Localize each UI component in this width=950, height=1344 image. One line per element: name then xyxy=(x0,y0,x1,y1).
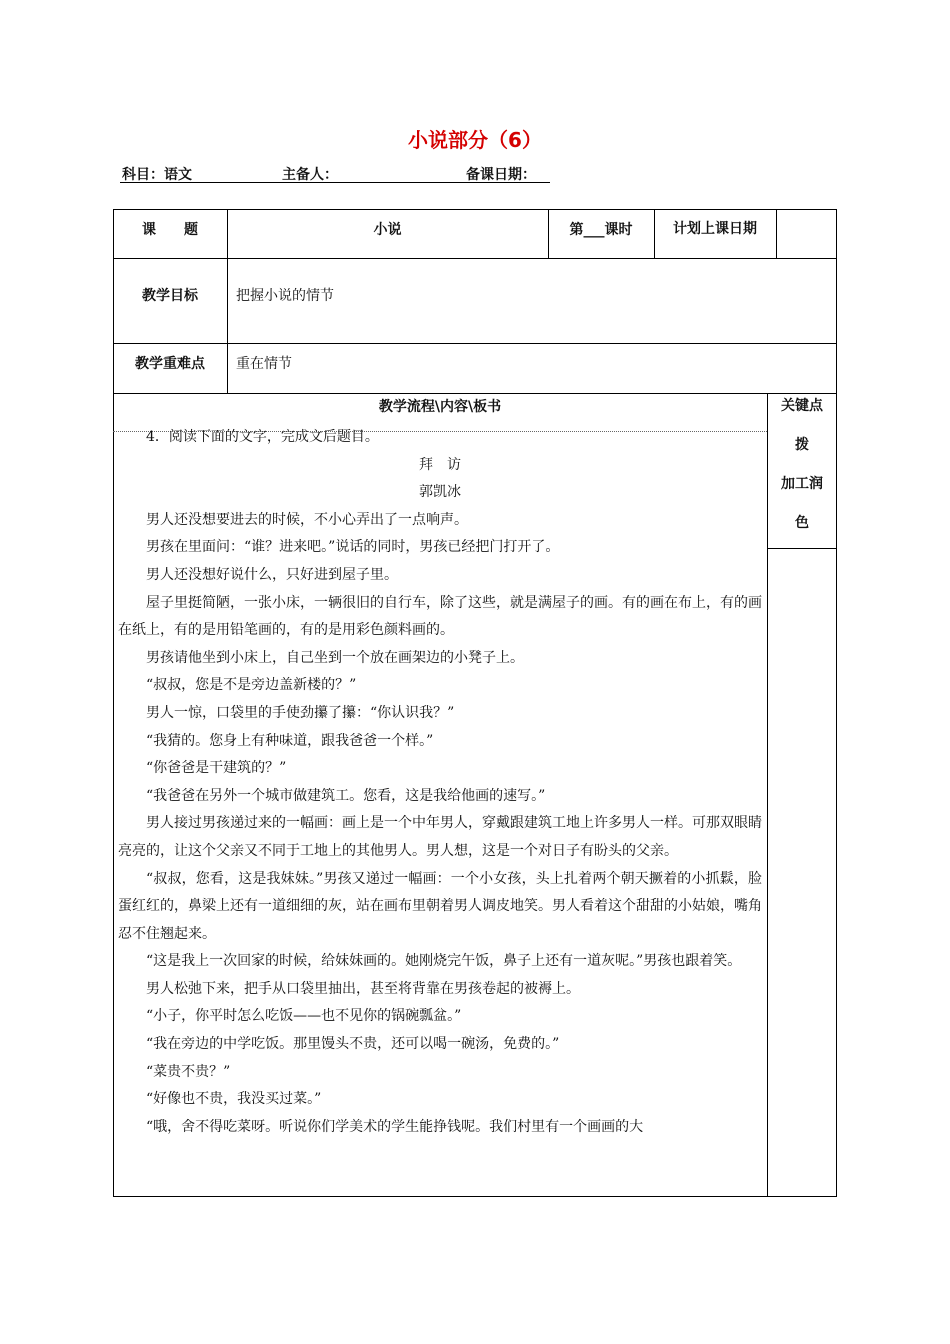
subject-label: 科目：语文 xyxy=(122,167,192,183)
paragraph: 男人接过男孩递过来的一幅画：画上是一个中年男人，穿戴跟建筑工地上许多男人一样。可那双眼睛亮亮的，让这个父亲又不同于工地上的其他男人。男人想，这是一个对日子有盼头的父亲。 xyxy=(118,815,762,859)
paragraph: 男人一惊，口袋里的手使劲攥了攥：“你认识我？” xyxy=(146,704,455,721)
topic-value: 小说 xyxy=(373,222,402,238)
focus-label: 教学重难点 xyxy=(135,356,205,372)
paragraph: “你爸爸是干建筑的？” xyxy=(146,760,287,777)
paragraph: 男孩请他坐到小床上，自己坐到一个放在画架边的小凳子上。 xyxy=(146,649,524,666)
side-column xyxy=(767,395,837,551)
story-title: 拜 访 xyxy=(419,456,461,473)
side-label-line: 加工润 xyxy=(781,476,823,492)
side-label-line: 色 xyxy=(795,515,809,531)
question-line: 4．阅读下面的文字，完成文后题目。 xyxy=(146,429,379,445)
paragraph: “我猜的。您身上有种味道，跟我爸爸一个样。” xyxy=(146,732,434,749)
side-label-line: 拨 xyxy=(795,437,809,453)
focus-value: 重在情节 xyxy=(236,356,292,372)
plan-date-label: 计划上课日期 xyxy=(673,221,757,237)
date-label: 备课日期： xyxy=(466,167,536,183)
paragraph: 男孩在里面问：“谁？进来吧。”说话的同时，男孩已经把门打开了。 xyxy=(146,539,560,556)
paragraph: “这是我上一次回家的时候，给妹妹画的。她刚烧完午饭，鼻子上还有一道灰呢。”男孩也跟着笑。 xyxy=(146,953,742,970)
paragraph: “叔叔，您是不是旁边盖新楼的？” xyxy=(146,677,357,694)
meta-line xyxy=(120,164,550,183)
lesson-label: 第___课时 xyxy=(569,222,633,238)
process-label: 教学流程\内容\板书 xyxy=(378,399,502,415)
topic-label: 课 题 xyxy=(142,222,198,238)
page-title: 小说部分（6） xyxy=(408,128,542,152)
passage xyxy=(118,424,762,1141)
paragraph: “好像也不贵，我没买过菜。” xyxy=(146,1091,322,1108)
paragraph: 男人还没想好说什么，只好进到屋子里。 xyxy=(146,566,398,583)
preparer-label: 主备人： xyxy=(282,167,338,183)
paragraph: “叔叔，您看，这是我妹妹。”男孩又递过一幅画：一个小女孩，头上扎着两个朝天撅着的小抓鬏，脸蛋红红的，鼻梁上还有一道细细的灰，站在画布里朝着男人调皮地笑。男人看着这个甜甜的小姑娘，嘴角忍不住翘起来。 xyxy=(118,870,762,942)
paragraph: “菜贵不贵？” xyxy=(146,1063,231,1080)
paragraph: 男人松弛下来，把手从口袋里抽出，甚至将背靠在男孩卷起的被褥上。 xyxy=(146,980,580,997)
paragraph: “我在旁边的中学吃饭。那里馒头不贵，还可以喝一碗汤，免费的。” xyxy=(146,1036,560,1053)
goal-value: 把握小说的情节 xyxy=(236,288,334,304)
side-label-line: 关键点 xyxy=(781,398,823,414)
goal-label: 教学目标 xyxy=(142,288,198,304)
paragraph: 屋子里挺简陋，一张小床，一辆很旧的自行车，除了这些，就是满屋子的画。有的画在布上，有的画在纸上，有的是用铅笔画的，有的是用彩色颜料画的。 xyxy=(118,594,762,639)
table-rule xyxy=(776,209,777,258)
story-author: 郭凯冰 xyxy=(419,484,461,501)
paragraph: “我爸爸在另外一个城市做建筑工。您看，这是我给他画的速写。” xyxy=(146,787,546,804)
paragraph: 男人还没想要进去的时候，不小心弄出了一点响声。 xyxy=(146,511,468,528)
paragraph: “小子，你平时怎么吃饭——也不见你的锅碗瓢盆。” xyxy=(146,1008,462,1025)
paragraph: “哦，舍不得吃菜呀。听说你们学美术的学生能挣钱呢。我们村里有一个画画的大 xyxy=(146,1118,644,1135)
